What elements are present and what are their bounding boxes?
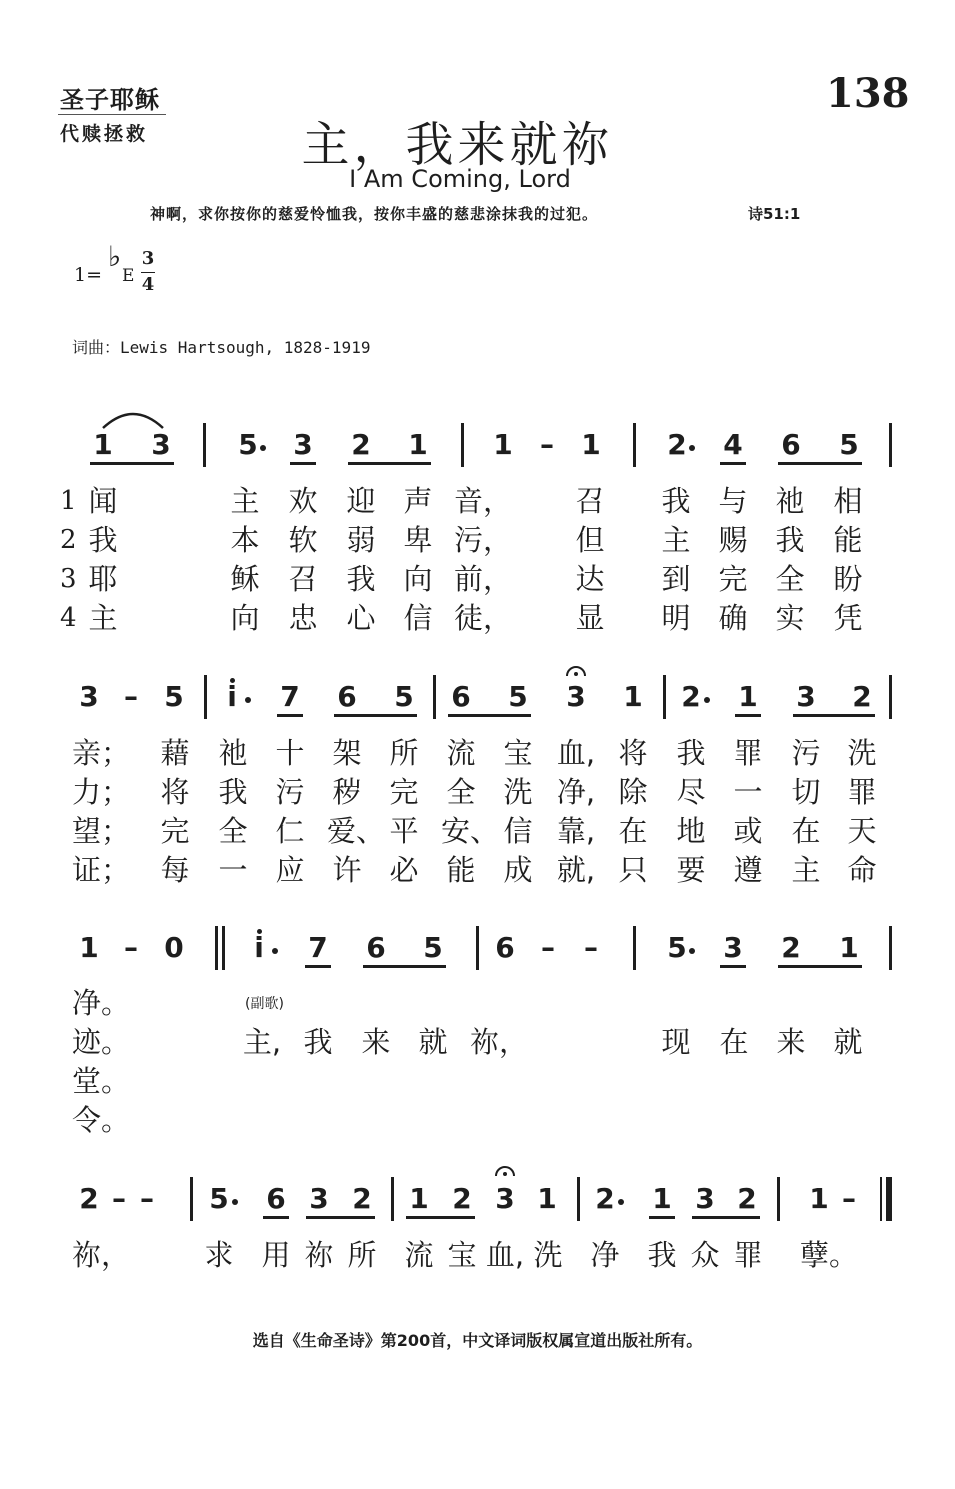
lyric-char: 向: [230, 601, 260, 635]
barline: [204, 675, 207, 719]
barline: [633, 926, 636, 970]
lyric-char: 洗: [847, 736, 877, 770]
lyric-char: 我: [647, 1238, 677, 1272]
lyric-char: 祂: [218, 736, 248, 770]
lyric-char: 罪: [847, 775, 877, 809]
note: 5: [238, 428, 258, 461]
subcategory-label: 代赎拯救: [60, 123, 149, 145]
lyric-char: 完: [160, 814, 190, 848]
note: i: [227, 680, 237, 713]
lyric-char: 宝: [503, 736, 533, 770]
note: 1: [93, 428, 113, 461]
lyric-char: 亲；: [72, 736, 131, 770]
lyric-char: 我: [303, 1025, 333, 1059]
lyric-char: 只: [618, 853, 648, 887]
beam: [277, 714, 303, 717]
beam: [793, 714, 875, 717]
barline: [461, 423, 464, 467]
note: 1: [408, 428, 428, 461]
beam: [406, 1216, 475, 1219]
note: 5: [839, 428, 859, 461]
note: 6: [495, 931, 515, 964]
beam: [306, 1216, 375, 1219]
beam: [90, 462, 174, 465]
barline: [190, 1177, 193, 1221]
note: 5: [508, 680, 528, 713]
lyric-char: 前，: [454, 562, 513, 596]
barline: [663, 675, 666, 719]
note: i: [254, 931, 264, 964]
dot-icon: [260, 445, 266, 451]
lyric-char: 能: [446, 853, 476, 887]
note: 6: [781, 428, 801, 461]
lyric-char: 望；: [72, 814, 131, 848]
lyric-char: 应: [275, 853, 305, 887]
lyric-char: 必: [389, 853, 419, 887]
lyric-char: 就: [418, 1025, 448, 1059]
lyric-char: 就: [833, 1025, 863, 1059]
time-signature-line: [141, 272, 155, 273]
lyric-char: 污，: [454, 523, 513, 557]
lyric-char: 所: [389, 736, 419, 770]
dot-icon: [232, 1199, 238, 1205]
note: 2: [79, 1182, 99, 1215]
lyric-char: 全: [775, 562, 805, 596]
note: 2: [595, 1182, 615, 1215]
note: 1: [623, 680, 643, 713]
note: 3: [566, 680, 586, 713]
lyric-char: 凭: [833, 601, 863, 635]
note: 1: [581, 428, 601, 461]
time-signature-bottom: 4: [141, 274, 155, 295]
lyric-char: 来: [361, 1025, 391, 1059]
scripture-reference: 诗51:1: [748, 205, 801, 223]
note: 2: [452, 1182, 472, 1215]
lyric-char: 成: [503, 853, 533, 887]
lyric-char: 盼: [833, 562, 863, 596]
fermata-icon: [565, 664, 587, 678]
lyric-char: 将: [160, 775, 190, 809]
verse-number: 2: [60, 525, 77, 555]
lyric-char: 达: [575, 562, 605, 596]
lyric-char: 来: [776, 1025, 806, 1059]
lyric-char: 主: [661, 523, 691, 557]
lyric-char: 我: [775, 523, 805, 557]
lyric-char: 本: [230, 523, 260, 557]
lyric-char: 血,: [556, 736, 596, 770]
note: 1: [493, 428, 513, 461]
note: 2: [667, 428, 687, 461]
note: 5: [209, 1182, 229, 1215]
chorus-label: (副歌): [245, 996, 284, 1012]
lyric-char: 仁: [275, 814, 305, 848]
lyric-char: 平: [389, 814, 419, 848]
beam: [305, 965, 331, 968]
dash: –: [112, 1182, 126, 1215]
lyric-char: 卑: [403, 523, 433, 557]
lyric-char: 遵: [733, 853, 763, 887]
composer-credit: 词曲：Lewis Hartsough, 1828-1919: [72, 338, 371, 357]
lyric-char: 天: [847, 814, 877, 848]
lyric-char: 罪: [733, 1238, 763, 1272]
lyric-char: 祢: [304, 1238, 334, 1272]
note: 1: [79, 931, 99, 964]
barline: [633, 423, 636, 467]
lyric-char: 许: [332, 853, 362, 887]
dot-icon: [689, 445, 695, 451]
note: 6: [266, 1182, 286, 1215]
note: 0: [164, 931, 184, 964]
lyric-char: 主: [791, 853, 821, 887]
note: 4: [723, 428, 743, 461]
lyric-char: 架: [332, 736, 362, 770]
beam: [692, 1216, 760, 1219]
double-barline: [222, 926, 225, 970]
hymn-number: 138: [826, 70, 910, 117]
lyric-char: 徒，: [454, 601, 513, 635]
lyric-char: 确: [718, 601, 748, 635]
lyric-char: 能: [833, 523, 863, 557]
lyric-char: 在: [618, 814, 648, 848]
lyric-char: 或: [733, 814, 763, 848]
lyric-char: 要: [676, 853, 706, 887]
barline: [476, 926, 479, 970]
dot-icon: [618, 1199, 624, 1205]
note: 3: [695, 1182, 715, 1215]
note: 5: [394, 680, 414, 713]
lyric-char: 命: [847, 853, 877, 887]
note: 1: [652, 1182, 672, 1215]
lyric-char: 污: [791, 736, 821, 770]
dash: –: [541, 931, 555, 964]
lyric-char: 相: [833, 484, 863, 518]
lyric-char: 安、: [441, 814, 500, 848]
lyric-char: 宝: [447, 1238, 477, 1272]
lyric-char: 在: [791, 814, 821, 848]
dash: –: [124, 931, 138, 964]
lyric-char: 软: [288, 523, 318, 557]
dash: –: [124, 680, 138, 713]
note: 5: [164, 680, 184, 713]
lyric-char: 耶: [88, 562, 118, 596]
lyric-char: 稣: [230, 562, 260, 596]
note: 1: [809, 1182, 829, 1215]
lyric-char: 每: [160, 853, 190, 887]
key-prefix: 1=: [74, 264, 103, 286]
double-barline: [215, 926, 218, 970]
lyric-char: 众: [690, 1238, 720, 1272]
note: 3: [796, 680, 816, 713]
lyric-char: 向: [403, 562, 433, 596]
lyric-char: 堂。: [72, 1064, 131, 1098]
note: 2: [352, 1182, 372, 1215]
time-signature-top: 3: [141, 248, 155, 269]
lyric-char: 信: [403, 601, 433, 635]
verse-number: 3: [60, 564, 77, 594]
lyric-char: 音，: [454, 484, 513, 518]
verse-number: 4: [60, 603, 77, 633]
lyric-char: 赐: [718, 523, 748, 557]
beam: [720, 462, 746, 465]
barline: [391, 1177, 394, 1221]
barline: [203, 423, 206, 467]
copyright-footer: 选自《生命圣诗》第200首，中文译词版权属宣道出版社所有。: [252, 1331, 703, 1350]
lyric-char: 召: [575, 484, 605, 518]
lyric-char: 令。: [72, 1103, 131, 1137]
lyric-char: 全: [446, 775, 476, 809]
lyric-char: 罪: [733, 736, 763, 770]
key-note: E: [122, 266, 135, 286]
note: 2: [737, 1182, 757, 1215]
final-barline-thick: [886, 1177, 892, 1221]
lyric-char: 祂: [775, 484, 805, 518]
flat-sign-icon: ♭: [108, 240, 122, 273]
lyric-char: 十: [275, 736, 305, 770]
scripture-verse: 神啊，求你按你的慈爱怜恤我，按你丰盛的慈悲涂抹我的过犯。: [150, 205, 599, 223]
lyric-char: 我: [661, 484, 691, 518]
note: 3: [79, 680, 99, 713]
lyric-char: 净。: [72, 986, 131, 1020]
note: 6: [337, 680, 357, 713]
lyric-char: 完: [389, 775, 419, 809]
lyric-char: 到: [661, 562, 691, 596]
lyric-char: 闻: [88, 484, 118, 518]
barline: [577, 1177, 580, 1221]
dash: –: [842, 1182, 856, 1215]
note: 3: [723, 931, 743, 964]
beam: [448, 714, 531, 717]
note: 2: [781, 931, 801, 964]
lyric-char: 将: [618, 736, 648, 770]
lyric-char: 主: [230, 484, 260, 518]
lyric-char: 实: [775, 601, 805, 635]
dot-icon: [272, 948, 278, 954]
lyric-char: 明: [661, 601, 691, 635]
beam: [363, 965, 446, 968]
lyric-char: 信: [503, 814, 533, 848]
lyric-char: 但: [575, 523, 605, 557]
barline: [889, 926, 892, 970]
dash: –: [540, 428, 554, 461]
lyric-char: 藉: [160, 736, 190, 770]
lyric-char: 在: [719, 1025, 749, 1059]
barline: [889, 675, 892, 719]
lyric-char: 地: [676, 814, 706, 848]
lyric-char: 爱、: [327, 814, 386, 848]
lyric-char: 一: [218, 853, 248, 887]
beam: [778, 462, 862, 465]
final-barline-thin: [880, 1177, 882, 1221]
lyric-char: 主: [88, 601, 118, 635]
beam: [778, 965, 862, 968]
beam: [290, 462, 316, 465]
lyric-char: 心: [346, 601, 376, 635]
note: 2: [351, 428, 371, 461]
lyric-char: 净: [590, 1238, 620, 1272]
beam: [334, 714, 417, 717]
beam: [720, 965, 746, 968]
lyric-char: 血,: [485, 1238, 525, 1272]
verse-number: 1: [60, 486, 77, 516]
note: 6: [366, 931, 386, 964]
lyric-char: 现: [661, 1025, 691, 1059]
lyric-char: 主,: [242, 1025, 282, 1059]
note: 3: [293, 428, 313, 461]
lyric-char: 我: [218, 775, 248, 809]
lyric-char: 洗: [503, 775, 533, 809]
lyric-char: 全: [218, 814, 248, 848]
lyric-char: 孽。: [800, 1238, 859, 1272]
fermata-icon: [494, 1164, 516, 1178]
lyric-char: 我: [346, 562, 376, 596]
dot-icon: [704, 697, 710, 703]
lyric-char: 切: [791, 775, 821, 809]
lyric-char: 显: [575, 601, 605, 635]
lyric-char: 秽: [332, 775, 362, 809]
note: 3: [151, 428, 171, 461]
note: 1: [738, 680, 758, 713]
dot-icon: [245, 697, 251, 703]
dash: –: [140, 1182, 154, 1215]
lyric-char: 所: [347, 1238, 377, 1272]
lyric-char: 流: [446, 736, 476, 770]
lyric-char: 净,: [556, 775, 596, 809]
dot-icon: [689, 948, 695, 954]
lyric-char: 靠,: [556, 814, 596, 848]
title-english: I Am Coming, Lord: [349, 165, 571, 193]
note: 2: [852, 680, 872, 713]
lyric-char: 欢: [288, 484, 318, 518]
note: 3: [309, 1182, 329, 1215]
lyric-char: 一: [733, 775, 763, 809]
lyric-char: 力；: [72, 775, 131, 809]
note: 5: [423, 931, 443, 964]
lyric-char: 召: [288, 562, 318, 596]
dash: –: [584, 931, 598, 964]
note: 1: [409, 1182, 429, 1215]
lyric-char: 祢，: [72, 1238, 131, 1272]
barline: [433, 675, 436, 719]
beam: [348, 462, 431, 465]
title-chinese: 主，我来就祢: [301, 117, 614, 173]
note: 1: [839, 931, 859, 964]
lyric-char: 弱: [346, 523, 376, 557]
beam: [735, 714, 761, 717]
lyric-char: 忠: [288, 601, 318, 635]
note: 7: [308, 931, 328, 964]
lyric-char: 迹。: [72, 1025, 131, 1059]
note: 2: [681, 680, 701, 713]
lyric-char: 用: [261, 1238, 291, 1272]
lyric-char: 与: [718, 484, 748, 518]
lyric-char: 完: [718, 562, 748, 596]
lyric-char: 流: [404, 1238, 434, 1272]
category-label: 圣子耶稣: [60, 85, 160, 114]
lyric-char: 声: [403, 484, 433, 518]
lyric-char: 迎: [346, 484, 376, 518]
lyric-char: 就,: [556, 853, 596, 887]
barline: [777, 1177, 780, 1221]
lyric-char: 祢，: [470, 1025, 529, 1059]
lyric-char: 洗: [533, 1238, 563, 1272]
lyric-char: 尽: [676, 775, 706, 809]
lyric-char: 污: [275, 775, 305, 809]
lyric-char: 证；: [72, 853, 131, 887]
lyric-char: 除: [618, 775, 648, 809]
beam: [263, 1216, 289, 1219]
barline: [889, 423, 892, 467]
note: 7: [280, 680, 300, 713]
lyric-char: 我: [88, 523, 118, 557]
beam: [649, 1216, 675, 1219]
note: 5: [667, 931, 687, 964]
note: 6: [451, 680, 471, 713]
note: 1: [537, 1182, 557, 1215]
lyric-char: 求: [204, 1238, 234, 1272]
note: 3: [495, 1182, 515, 1215]
lyric-char: 我: [676, 736, 706, 770]
